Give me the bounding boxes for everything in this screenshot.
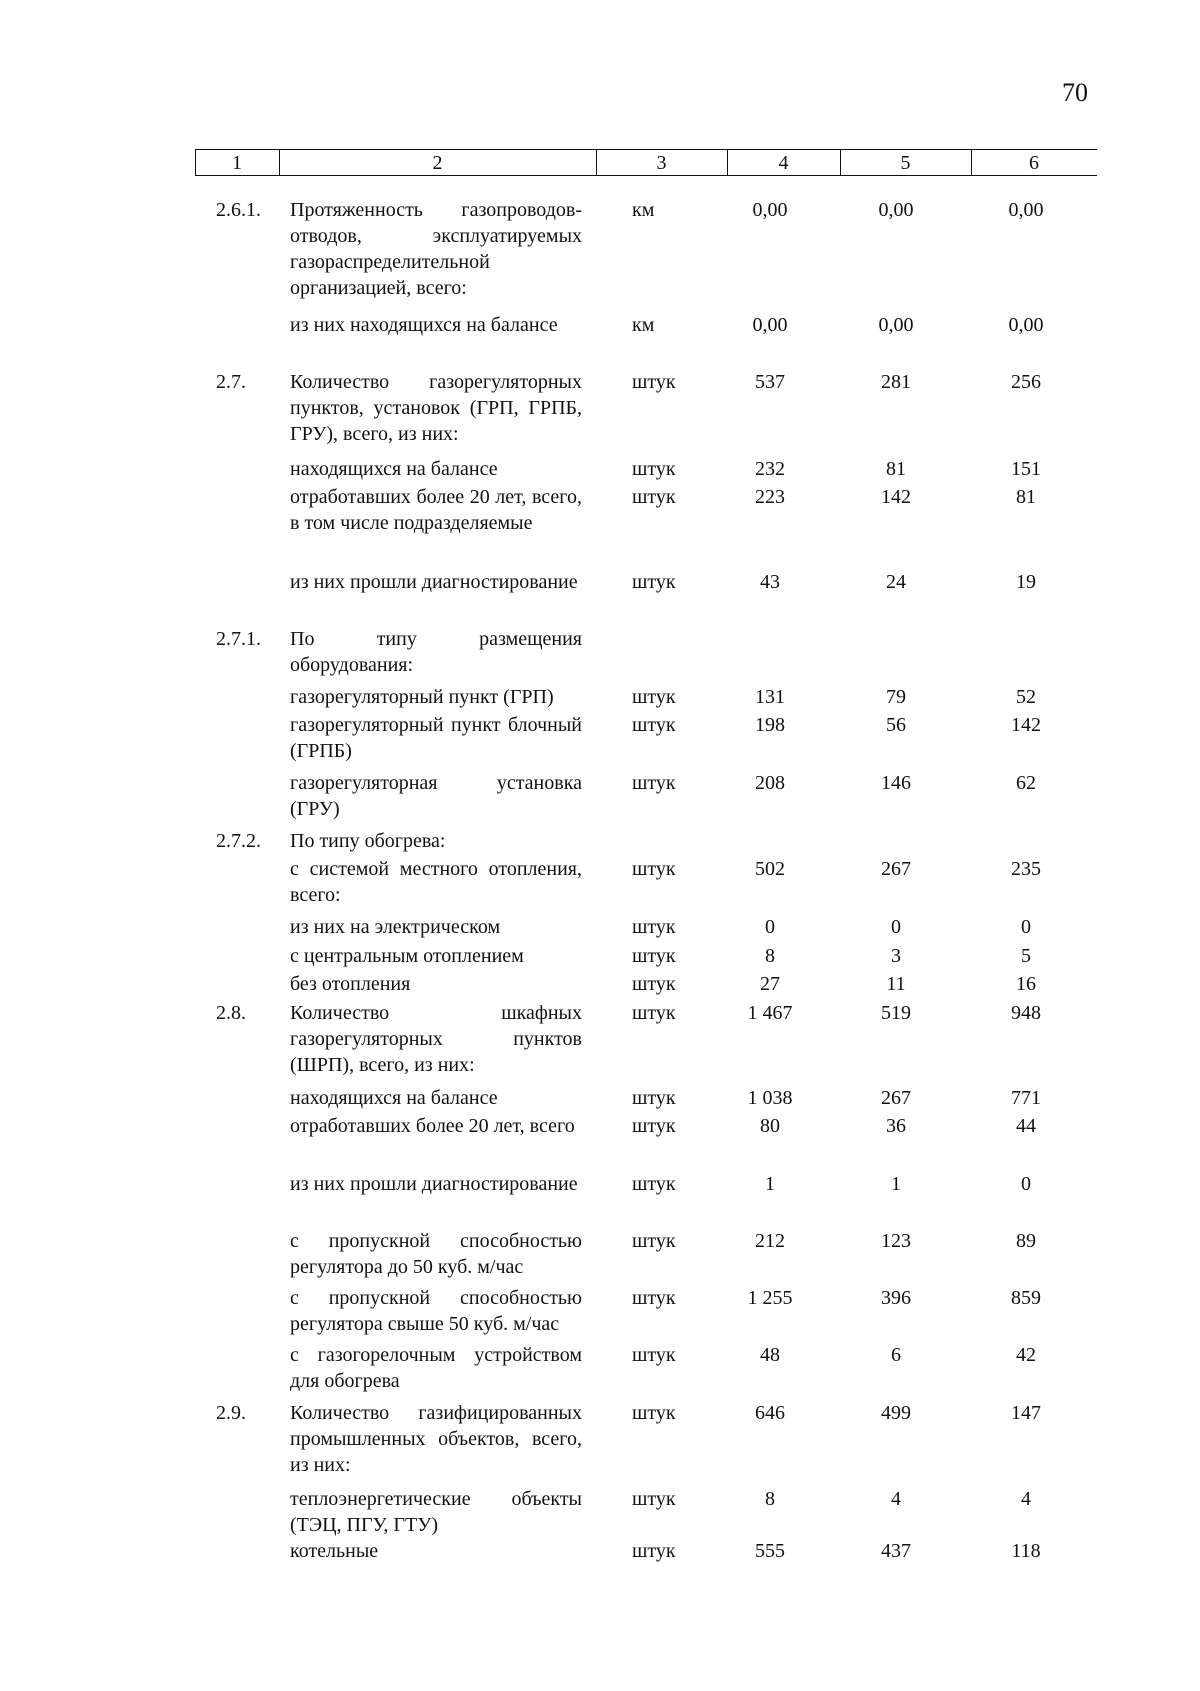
row-unit: штук	[632, 458, 676, 480]
row-value-col5: 1	[891, 1173, 901, 1195]
row-value-col4: 646	[755, 1402, 785, 1424]
row-value-col5: 267	[881, 858, 911, 880]
row-unit: штук	[632, 1344, 676, 1366]
row-unit: штук	[632, 371, 676, 393]
row-value-col6: 147	[1011, 1402, 1041, 1424]
row-value-col4: 43	[760, 571, 780, 593]
header-col-1: 1	[232, 152, 242, 174]
row-unit: штук	[632, 858, 676, 880]
row-value-col4: 502	[755, 858, 785, 880]
row-value-col5: 81	[886, 458, 906, 480]
row-unit: штук	[632, 1173, 676, 1195]
row-label: с центральным отоплением	[290, 945, 524, 967]
row-value-col4: 27	[760, 973, 780, 995]
page-number: 70	[1062, 78, 1088, 107]
row-number: 2.9.	[216, 1402, 246, 1424]
header-top-rule	[195, 149, 1097, 150]
row-label: По типу размещения оборудования:	[290, 628, 582, 676]
row-value-col5: 146	[881, 772, 911, 794]
row-value-col5: 36	[886, 1115, 906, 1137]
row-value-col6: 0	[1021, 916, 1031, 938]
row-value-col5: 437	[881, 1540, 911, 1562]
row-label: Количество газорегуляторных пунктов, установок (ГРП, ГРПБ, ГРУ), всего, из них:	[290, 371, 582, 445]
row-number: 2.7.2.	[216, 830, 261, 852]
row-label: без отопления	[290, 973, 411, 995]
row-unit: штук	[632, 571, 676, 593]
row-unit: штук	[632, 916, 676, 938]
row-label: Количество газифицированных промышленных объектов, всего, из них:	[290, 1402, 582, 1476]
row-label: По типу обогрева:	[290, 830, 446, 852]
row-label: газорегуляторный пункт блочный (ГРПБ)	[290, 714, 582, 762]
row-label: из них на электрическом	[290, 916, 501, 938]
row-value-col5: 0,00	[878, 199, 914, 221]
row-value-col6: 62	[1016, 772, 1036, 794]
row-value-col4: 223	[755, 486, 785, 508]
row-unit: штук	[632, 1488, 676, 1510]
row-unit: штук	[632, 973, 676, 995]
row-label: из них прошли диагностирование	[290, 1173, 578, 1195]
row-unit: км	[632, 199, 655, 221]
header-col-3: 3	[656, 152, 667, 174]
row-value-col5: 3	[891, 945, 901, 967]
header-bottom-rule	[195, 175, 1097, 176]
row-value-col4: 1 467	[747, 1002, 793, 1024]
row-value-col5: 499	[881, 1402, 911, 1424]
row-unit: штук	[632, 1287, 676, 1309]
row-value-col6: 4	[1021, 1488, 1031, 1510]
row-value-col5: 24	[886, 571, 906, 593]
row-label: котельные	[290, 1540, 379, 1562]
row-unit: км	[632, 314, 655, 336]
row-value-col5: 142	[881, 486, 911, 508]
row-unit: штук	[632, 945, 676, 967]
row-value-col4: 208	[755, 772, 785, 794]
row-value-col4: 555	[755, 1540, 785, 1562]
row-value-col5: 519	[881, 1002, 911, 1024]
row-number: 2.8.	[216, 1002, 246, 1024]
row-value-col4: 1 038	[747, 1087, 793, 1109]
row-label: с пропускной способностью регулятора свыше 50 куб. м/час	[290, 1287, 582, 1335]
row-unit: штук	[632, 1002, 676, 1024]
row-unit: штук	[632, 1540, 676, 1562]
row-unit: штук	[632, 486, 676, 508]
row-label: отработавших более 20 лет, всего, в том числе подразделяемые	[290, 486, 582, 534]
row-value-col5: 4	[891, 1488, 901, 1510]
row-value-col6: 0,00	[1008, 314, 1044, 336]
row-label: Протяженность газопроводов-отводов, эксплуатируемых газораспределительной организацией, всего:	[290, 199, 582, 299]
row-value-col4: 232	[755, 458, 785, 480]
row-value-col4: 131	[755, 686, 785, 708]
row-value-col6: 948	[1011, 1002, 1041, 1024]
row-label: газорегуляторная установка (ГРУ)	[290, 772, 582, 820]
row-unit: штук	[632, 1115, 676, 1137]
row-value-col5: 56	[886, 714, 906, 736]
row-value-col4: 0	[765, 916, 775, 938]
row-value-col5: 6	[891, 1344, 901, 1366]
row-unit: штук	[632, 772, 676, 794]
row-value-col5: 123	[881, 1230, 911, 1252]
row-value-col6: 142	[1011, 714, 1041, 736]
row-value-col6: 42	[1016, 1344, 1036, 1366]
row-value-col4: 80	[760, 1115, 780, 1137]
header-col-6: 6	[1029, 152, 1039, 174]
row-value-col5: 0	[891, 916, 901, 938]
row-value-col6: 19	[1016, 571, 1036, 593]
row-number: 2.6.1.	[216, 199, 261, 221]
row-value-col6: 89	[1016, 1230, 1036, 1252]
row-label: газорегуляторный пункт (ГРП)	[290, 686, 554, 708]
row-label: находящихся на балансе	[290, 1087, 498, 1109]
row-value-col5: 267	[881, 1087, 911, 1109]
row-unit: штук	[632, 1402, 676, 1424]
row-value-col6: 52	[1016, 686, 1036, 708]
row-label: из них находящихся на балансе	[290, 314, 558, 336]
row-value-col6: 118	[1011, 1540, 1041, 1562]
row-value-col4: 0,00	[752, 314, 788, 336]
row-label: с пропускной способностью регулятора до 50 куб. м/час	[290, 1230, 582, 1278]
row-value-col6: 44	[1016, 1115, 1036, 1137]
row-label: Количество шкафных газорегуляторных пунктов (ШРП), всего, из них:	[290, 1002, 582, 1076]
row-value-col5: 11	[886, 973, 906, 995]
row-value-col6: 859	[1011, 1287, 1041, 1309]
table-header	[195, 149, 1097, 175]
row-unit: штук	[632, 714, 676, 736]
row-value-col5: 79	[886, 686, 906, 708]
row-value-col5: 281	[881, 371, 911, 393]
row-number: 2.7.1.	[216, 628, 261, 650]
row-value-col6: 235	[1011, 858, 1041, 880]
row-unit: штук	[632, 1230, 676, 1252]
row-label: с системой местного отопления, всего:	[290, 858, 582, 906]
row-label: теплоэнергетические объекты (ТЭЦ, ПГУ, ГТУ)	[290, 1488, 582, 1536]
row-value-col6: 0,00	[1008, 199, 1044, 221]
row-unit: штук	[632, 686, 676, 708]
row-label: находящихся на балансе	[290, 458, 498, 480]
row-value-col4: 212	[755, 1230, 785, 1252]
row-value-col4: 1	[765, 1173, 775, 1195]
row-number: 2.7.	[216, 371, 246, 393]
row-label: с газогорелочным устройством для обогрева	[290, 1344, 582, 1392]
header-col-5: 5	[900, 152, 911, 174]
row-value-col4: 0,00	[752, 199, 788, 221]
row-value-col4: 198	[755, 714, 785, 736]
row-value-col5: 0,00	[878, 314, 914, 336]
header-col-2: 2	[432, 152, 443, 174]
row-value-col4: 8	[765, 945, 775, 967]
row-value-col4: 1 255	[747, 1287, 793, 1309]
row-value-col6: 256	[1011, 371, 1041, 393]
row-value-col6: 81	[1016, 486, 1036, 508]
row-label: из них прошли диагностирование	[290, 571, 578, 593]
row-value-col4: 48	[760, 1344, 780, 1366]
row-label: отработавших более 20 лет, всего	[290, 1115, 575, 1137]
header-col-4: 4	[778, 152, 789, 174]
row-value-col5: 396	[881, 1287, 911, 1309]
row-value-col6: 16	[1016, 973, 1036, 995]
row-value-col6: 771	[1011, 1087, 1041, 1109]
row-value-col6: 5	[1021, 945, 1031, 967]
row-value-col6: 151	[1011, 458, 1041, 480]
row-value-col4: 8	[765, 1488, 775, 1510]
row-unit: штук	[632, 1087, 676, 1109]
row-value-col4: 537	[755, 371, 785, 393]
row-value-col6: 0	[1021, 1173, 1031, 1195]
